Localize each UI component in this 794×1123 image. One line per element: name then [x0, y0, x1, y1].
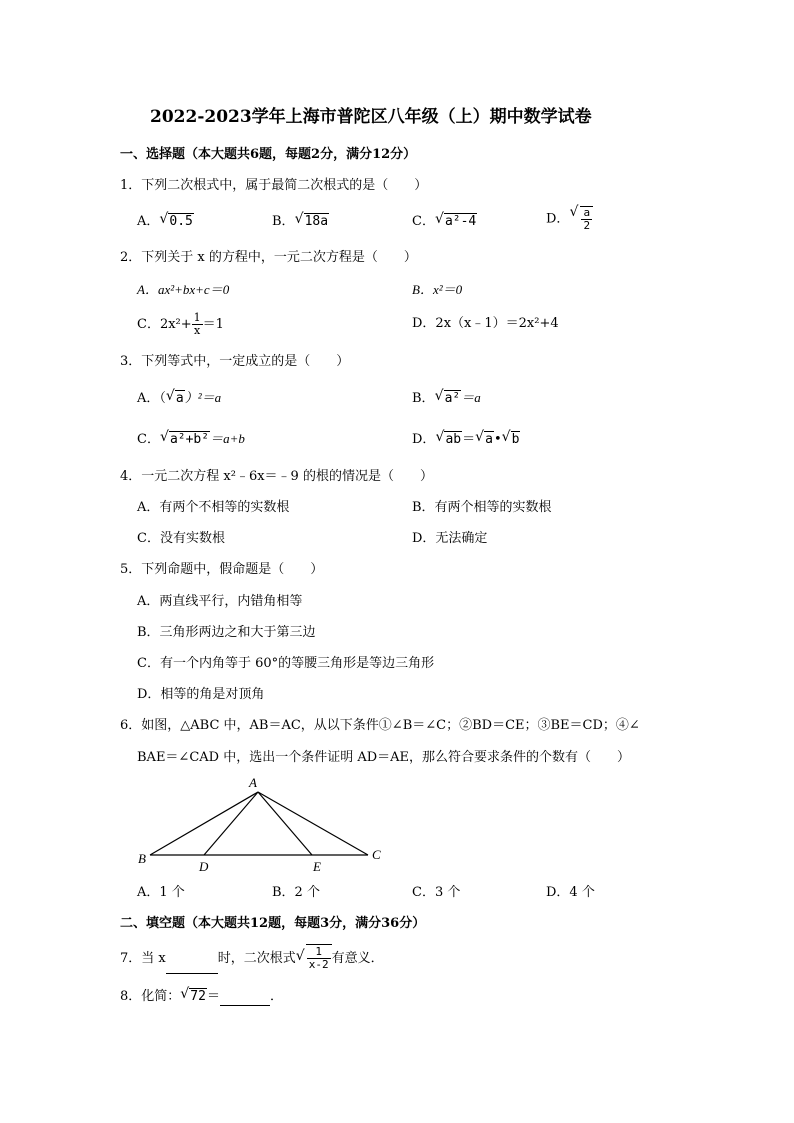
question-4-option-b: B．有两个相等的实数根 [412, 500, 552, 515]
question-2-option-a: A．ax²+bx+c＝0 [137, 282, 230, 297]
question-2-option-c: C．2x²+ $\frac{1}{x}$ ＝1 [137, 311, 224, 337]
question-5-option-b: B．三角形两边之和大于第三边 [137, 625, 316, 640]
question-3-stem: 3．下列等式中，一定成立的是（ ） [120, 354, 350, 369]
question-3-option-a: A．（√ a）²＝a [137, 390, 221, 407]
question-5-option-a: A．两直线平行，内错角相等 [137, 594, 303, 609]
question-1-option-a: A．√ 0.5 [137, 213, 194, 230]
question-2-stem: 2．下列关于 x 的方程中，一元二次方程是（ ） [120, 250, 417, 265]
question-6-option-d: D．4 个 [546, 885, 595, 900]
answer-blank-8[interactable] [220, 989, 270, 1006]
page-title: 2022-2023学年上海市普陀区八年级（上）期中数学试卷 [150, 107, 592, 127]
question-6-stem-line-2: BAE＝∠CAD 中，选出一个条件证明 AD＝AE，那么符合要求条件的个数有（ ） [137, 750, 631, 765]
section-heading-fill: 二、填空题（本大题共12题，每题3分，满分36分） [120, 916, 426, 931]
question-3-option-c: C．√ a²+b²＝a+b [137, 431, 245, 448]
label-c: C [372, 847, 381, 862]
segment-ad [204, 792, 258, 855]
label-a: A [249, 775, 257, 790]
section-heading-choice: 一、选择题（本大题共6题，每题2分，满分12分） [120, 147, 417, 162]
question-1-option-b: B．√ 18a [272, 213, 329, 230]
question-8: 8．化简：√ 72＝ ． [120, 988, 283, 1006]
question-4-stem: 4．一元二次方程 x²﹣6x＝﹣9 的根的情况是（ ） [120, 469, 433, 484]
answer-blank-7[interactable] [166, 945, 218, 974]
question-4-option-d: D．无法确定 [412, 531, 488, 546]
label-e: E [313, 859, 321, 874]
question-5-stem: 5．下列命题中，假命题是（ ） [120, 562, 324, 577]
question-1-option-c: C．√ a²-4 [412, 213, 477, 230]
segment-ac [258, 792, 368, 855]
question-7: 7．当 x 时，二次根式 √ $\frac{1}{x-2}$ 有意义． [120, 944, 384, 974]
label-d: D [199, 859, 209, 874]
question-6-option-c: C．3 个 [412, 885, 461, 900]
question-4-option-a: A．有两个不相等的实数根 [137, 500, 290, 515]
question-6-option-b: B．2 个 [272, 885, 320, 900]
question-3-option-d: D．√ ab＝√ a•√ b [412, 431, 520, 448]
question-2-option-b: B．x²＝0 [412, 282, 463, 297]
question-2-option-d: D．2x（x﹣1）＝2x²+4 [412, 316, 559, 331]
question-5-option-c: C．有一个内角等于 60°的等腰三角形是等边三角形 [137, 656, 435, 671]
question-1-option-d: D． √ $\frac{a}{2}$ [546, 206, 593, 232]
question-4-option-c: C．没有实数根 [137, 531, 225, 546]
question-6-stem-line-1: 6．如图，△ABC 中，AB＝AC，从以下条件①∠B＝∠C；②BD＝CE；③BE＝CD；④∠ [120, 718, 640, 733]
triangle-figure [132, 774, 392, 874]
question-3-option-b: B．√ a²＝a [412, 390, 481, 407]
question-6-option-a: A．1 个 [137, 885, 185, 900]
segment-ab [150, 792, 258, 855]
label-b: B [138, 851, 146, 866]
question-1-stem: 1．下列二次根式中，属于最简二次根式的是（ ） [120, 178, 428, 193]
segment-ae [258, 792, 312, 855]
question-5-option-d: D．相等的角是对顶角 [137, 687, 265, 702]
